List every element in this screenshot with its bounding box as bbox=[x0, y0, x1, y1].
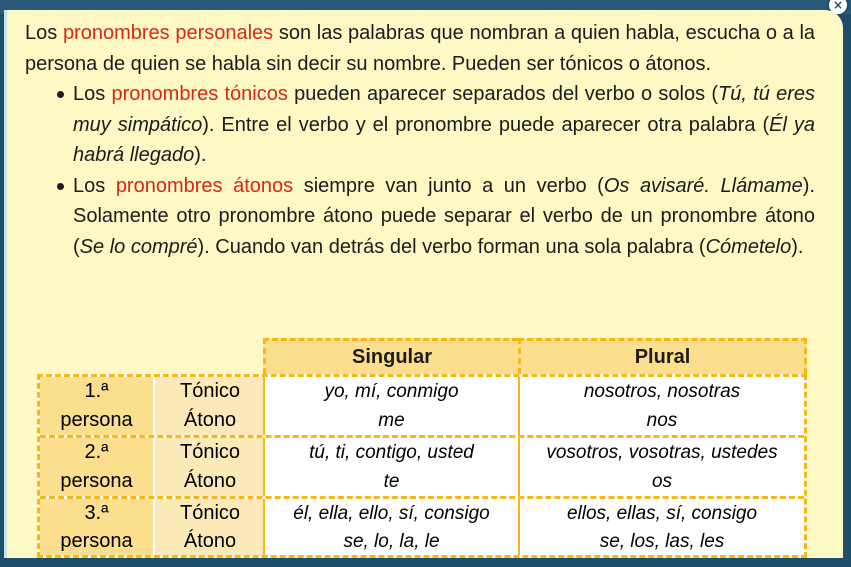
b1-text-4: ). bbox=[194, 144, 207, 166]
singular-cell: él, ella, ello, sí, consigo bbox=[263, 499, 518, 528]
plural-cell: os bbox=[518, 467, 804, 496]
close-icon[interactable]: × bbox=[827, 0, 849, 16]
singular-cell: se, lo, la, le bbox=[263, 528, 518, 555]
bullet-list bbox=[25, 79, 815, 262]
b1-example-1: Tú, tú eres muy simpático bbox=[73, 83, 815, 136]
intro-text-2: son las palabras que nombran a quien habla, escucha o a la persona de quien se habla sin decir su nombre. Pueden ser tónicos o átonos. bbox=[25, 22, 816, 75]
b1-text-1: Los bbox=[73, 83, 112, 105]
b1-example-2: Él ya habrá llegado bbox=[73, 113, 816, 166]
person-1-word: persona bbox=[60, 409, 133, 431]
b2-text-4: ). Cuando van detrás del verbo forman una sola palabra ( bbox=[197, 235, 706, 258]
term-tonicos: pronombres tónicos bbox=[111, 83, 288, 105]
term-atonos: pronombres átonos bbox=[115, 174, 294, 197]
explanation-text bbox=[25, 18, 815, 262]
plural-cell: nos bbox=[518, 406, 804, 435]
plural-cell: vosotros, vosotras, ustedes bbox=[518, 438, 804, 467]
b2-text-2: siempre van junto a un verbo ( bbox=[293, 174, 604, 197]
header-singular: Singular bbox=[263, 338, 518, 374]
type-cell: Tónico bbox=[153, 438, 265, 467]
b2-example-1: Os avisaré. Llámame bbox=[603, 174, 803, 197]
b2-example-3: Cómetelo bbox=[705, 235, 792, 258]
table-body bbox=[37, 374, 807, 558]
b1-text-3: ). Entre el verbo y el pronombre puede aparecer otra palabra ( bbox=[202, 113, 770, 136]
plural-cell: se, los, las, les bbox=[518, 528, 804, 555]
b2-example-2: Se lo compré bbox=[79, 235, 198, 258]
type-cell: Átono bbox=[153, 406, 265, 435]
singular-cell: te bbox=[263, 467, 518, 496]
type-cell: Átono bbox=[153, 467, 265, 496]
b2-text-5: ). bbox=[791, 235, 804, 258]
person-3-label bbox=[40, 499, 153, 555]
person-3-word: persona bbox=[60, 530, 133, 552]
person-1-ordinal: 1.ª bbox=[84, 380, 109, 402]
person-3-ordinal: 3.ª bbox=[84, 502, 109, 524]
singular-cell: tú, ti, contigo, usted bbox=[263, 438, 518, 467]
term-personales: pronombres personales bbox=[62, 22, 274, 44]
singular-cell: yo, mí, conmigo bbox=[263, 377, 518, 406]
b1-text-2: pueden aparecer separados del verbo o solos ( bbox=[287, 83, 719, 105]
type-cell: Tónico bbox=[153, 499, 265, 528]
singular-cell: me bbox=[263, 406, 518, 435]
bullet-tonicos bbox=[53, 79, 815, 171]
b2-text-3: ). Solamente otro pronombre átono puede separar el verbo de un pronombre átono ( bbox=[73, 174, 815, 258]
person-1-label bbox=[40, 377, 153, 435]
intro-text-1: Los bbox=[25, 22, 63, 44]
content-card bbox=[4, 10, 843, 558]
type-cell: Átono bbox=[153, 528, 265, 555]
person-2-word: persona bbox=[60, 470, 133, 492]
header-plural: Plural bbox=[518, 338, 807, 374]
person-2-label bbox=[40, 438, 153, 496]
bullet-atonos bbox=[53, 171, 815, 263]
plural-cell: nosotros, nosotras bbox=[518, 377, 804, 406]
type-cell: Tónico bbox=[153, 377, 265, 406]
pronoun-table bbox=[37, 338, 807, 558]
plural-cell: ellos, ellas, sí, consigo bbox=[518, 499, 804, 528]
person-2-ordinal: 2.ª bbox=[84, 441, 109, 463]
b2-text-1: Los bbox=[73, 174, 116, 197]
intro-paragraph bbox=[25, 18, 815, 79]
